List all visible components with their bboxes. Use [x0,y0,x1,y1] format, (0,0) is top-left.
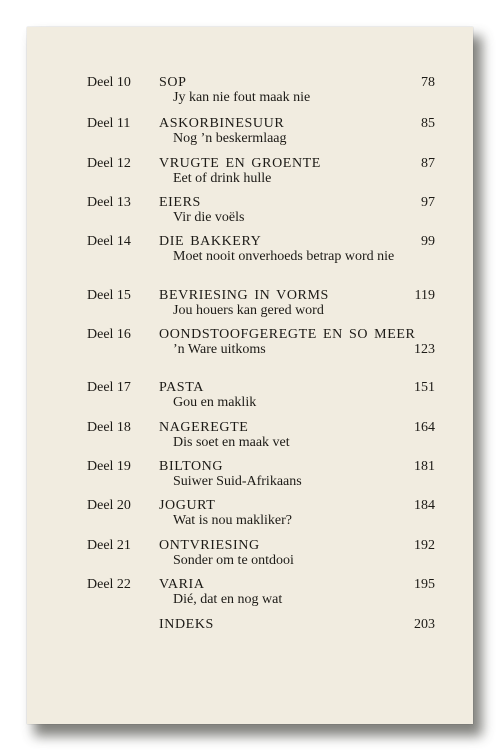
chapter-subtitle: Dis soet en maak vet [173,435,290,450]
book-page [27,27,473,724]
chapter-title [159,498,421,528]
chapter-subtitle: Wat is nou makliker? [173,513,293,528]
chapter-title-text: OONDSTOOFGEREGTE EN SO MEER [159,327,416,342]
chapter-title [159,459,421,489]
chapter-title-text: INDEKS [159,617,214,632]
chapter-number: Deel 10 [87,75,131,90]
chapter-title [159,617,421,632]
page-number: 119 [414,288,435,303]
chapter-title [159,577,421,607]
chapter-title-text: VRUGTE EN GROENTE [159,156,321,171]
chapter-title-text: BILTONG [159,459,224,474]
chapter-number: Deel 15 [87,288,131,303]
chapter-number: Deel 22 [87,577,131,592]
page-number: 192 [414,538,435,553]
chapter-title [159,327,421,357]
chapter-title-text: BEVRIESING IN VORMS [159,288,329,303]
page-number: 195 [414,577,435,592]
chapter-number: Deel 17 [87,380,131,395]
chapter-subtitle: Jou houers kan gered word [173,303,324,318]
chapter-title [159,234,421,264]
chapter-subtitle: ’n Ware uitkoms [173,342,266,357]
chapter-subtitle: Suiwer Suid-Afrikaans [173,474,302,489]
chapter-subtitle: Nog ’n beskermlaag [173,131,287,146]
chapter-title [159,156,421,186]
page-number: 123 [414,342,435,357]
chapter-title-text: NAGEREGTE [159,420,249,435]
chapter-number: Deel 16 [87,327,131,342]
chapter-subtitle: Jy kan nie fout maak nie [173,90,311,105]
chapter-title [159,195,421,225]
chapter-title-text: JOGURT [159,498,216,513]
chapter-title [159,288,421,318]
page-number: 99 [421,234,435,249]
page-number: 78 [421,75,435,90]
page-number: 85 [421,116,435,131]
chapter-title [159,75,421,105]
chapter-title-text: ASKORBINESUUR [159,116,285,131]
chapter-number: Deel 13 [87,195,131,210]
page-number: 87 [421,156,435,171]
page-number: 181 [414,459,435,474]
chapter-title-text: VARIA [159,577,205,592]
page-number: 97 [421,195,435,210]
page-number: 164 [414,420,435,435]
chapter-title-text: DIE BAKKERY [159,234,262,249]
chapter-subtitle: Sonder om te ontdooi [173,553,294,568]
chapter-subtitle: Eet of drink hulle [173,171,272,186]
chapter-subtitle: Moet nooit onverhoeds betrap word nie [173,249,395,264]
chapter-title-text: ONTVRIESING [159,538,260,553]
chapter-title [159,420,421,450]
chapter-number: Deel 11 [87,116,131,131]
chapter-number: Deel 20 [87,498,131,513]
chapter-title [159,538,421,568]
chapter-title-text: PASTA [159,380,204,395]
chapter-number: Deel 19 [87,459,131,474]
chapter-title [159,116,421,146]
page-number: 184 [414,498,435,513]
chapter-title-text: EIERS [159,195,201,210]
chapter-number: Deel 14 [87,234,131,249]
chapter-title [159,380,421,410]
chapter-subtitle: Gou en maklik [173,395,257,410]
chapter-number: Deel 21 [87,538,131,553]
chapter-title-text: SOP [159,75,187,90]
chapter-subtitle: Vir die voëls [173,210,245,225]
page-number: 151 [414,380,435,395]
chapter-number: Deel 12 [87,156,131,171]
chapter-subtitle: Dié, dat en nog wat [173,592,283,607]
page-number: 203 [414,617,435,632]
chapter-number: Deel 18 [87,420,131,435]
